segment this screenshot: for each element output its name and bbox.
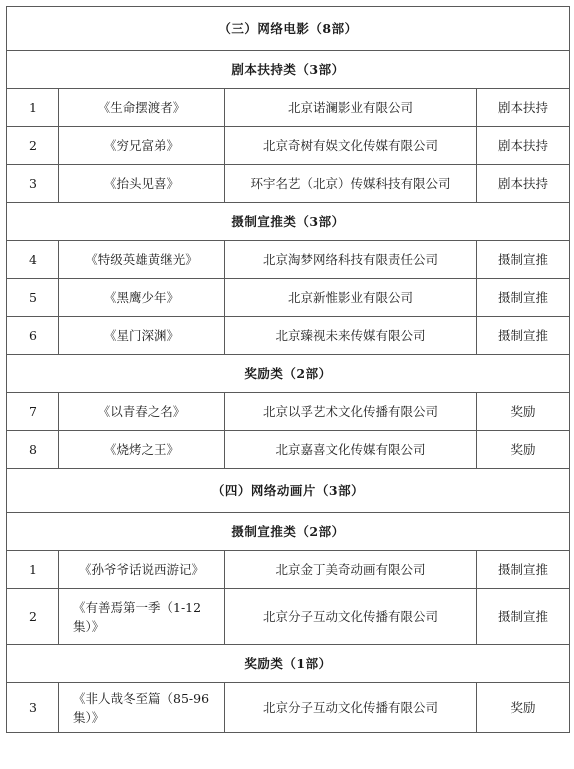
- support-type: 剧本扶持: [477, 127, 570, 165]
- company-name: 环宇名艺（北京）传媒科技有限公司: [225, 165, 477, 203]
- support-type: 摄制宣推: [477, 551, 570, 589]
- table-row: [7, 241, 570, 279]
- subsection-title: 剧本扶持类（3部）: [7, 51, 570, 89]
- work-title: 《孙爷爷话说西游记》: [59, 551, 225, 589]
- row-number: 2: [7, 127, 59, 165]
- row-number: 3: [7, 683, 59, 733]
- table-row: [7, 127, 570, 165]
- subsection-header-row: [7, 645, 570, 683]
- subsection-title: 摄制宣推类（3部）: [7, 203, 570, 241]
- table-row: [7, 431, 570, 469]
- row-number: 6: [7, 317, 59, 355]
- subsection-title: 奖励类（1部）: [7, 645, 570, 683]
- subsection-header-row: [7, 513, 570, 551]
- company-name: 北京淘梦网络科技有限责任公司: [225, 241, 477, 279]
- support-type: 摄制宣推: [477, 279, 570, 317]
- section-title: （三）网络电影（8部）: [7, 7, 570, 51]
- table-row: [7, 589, 570, 645]
- work-title-line: 《非人哉冬至篇（85-96: [73, 690, 210, 706]
- row-number: 7: [7, 393, 59, 431]
- support-type: 剧本扶持: [477, 89, 570, 127]
- table-row: [7, 551, 570, 589]
- table-row: [7, 683, 570, 733]
- company-name: 北京以孚艺术文化传播有限公司: [225, 393, 477, 431]
- work-title-line: 集）》: [73, 709, 105, 725]
- company-name: 北京嘉喜文化传媒有限公司: [225, 431, 477, 469]
- company-name: 北京诺澜影业有限公司: [225, 89, 477, 127]
- row-number: 4: [7, 241, 59, 279]
- support-type: 奖励: [477, 393, 570, 431]
- work-title: 《生命摆渡者》: [59, 89, 225, 127]
- row-number: 2: [7, 589, 59, 645]
- work-title: 《以青春之名》: [59, 393, 225, 431]
- section-title: （四）网络动画片（3部）: [7, 469, 570, 513]
- support-type: 摄制宣推: [477, 317, 570, 355]
- support-type: 摄制宣推: [477, 589, 570, 645]
- work-title: 《烧烤之王》: [59, 431, 225, 469]
- work-title: [59, 683, 225, 733]
- section-header-row: [7, 7, 570, 51]
- work-title-line: 集）》: [73, 618, 105, 634]
- work-title: 《特级英雄黄继光》: [59, 241, 225, 279]
- work-title-line: 《有善焉第一季（1-12: [73, 599, 202, 615]
- funding-list-table: [6, 6, 570, 733]
- subsection-title: 摄制宣推类（2部）: [7, 513, 570, 551]
- work-title: [59, 589, 225, 645]
- work-title: 《穷兄富弟》: [59, 127, 225, 165]
- company-name: 北京新惟影业有限公司: [225, 279, 477, 317]
- company-name: 北京奇树有娱文化传媒有限公司: [225, 127, 477, 165]
- company-name: 北京分子互动文化传播有限公司: [225, 683, 477, 733]
- table-row: [7, 165, 570, 203]
- subsection-header-row: [7, 51, 570, 89]
- row-number: 5: [7, 279, 59, 317]
- support-type: 奖励: [477, 683, 570, 733]
- table-body: [7, 7, 570, 733]
- work-title: 《黑鹰少年》: [59, 279, 225, 317]
- row-number: 1: [7, 89, 59, 127]
- company-name: 北京臻视未来传媒有限公司: [225, 317, 477, 355]
- work-title: 《星门深渊》: [59, 317, 225, 355]
- table-row: [7, 89, 570, 127]
- company-name: 北京金丁美奇动画有限公司: [225, 551, 477, 589]
- row-number: 3: [7, 165, 59, 203]
- table-row: [7, 317, 570, 355]
- subsection-header-row: [7, 203, 570, 241]
- work-title: 《抬头见喜》: [59, 165, 225, 203]
- table-row: [7, 279, 570, 317]
- section-header-row: [7, 469, 570, 513]
- subsection-header-row: [7, 355, 570, 393]
- subsection-title: 奖励类（2部）: [7, 355, 570, 393]
- table-row: [7, 393, 570, 431]
- support-type: 奖励: [477, 431, 570, 469]
- company-name: 北京分子互动文化传播有限公司: [225, 589, 477, 645]
- row-number: 1: [7, 551, 59, 589]
- support-type: 剧本扶持: [477, 165, 570, 203]
- row-number: 8: [7, 431, 59, 469]
- support-type: 摄制宣推: [477, 241, 570, 279]
